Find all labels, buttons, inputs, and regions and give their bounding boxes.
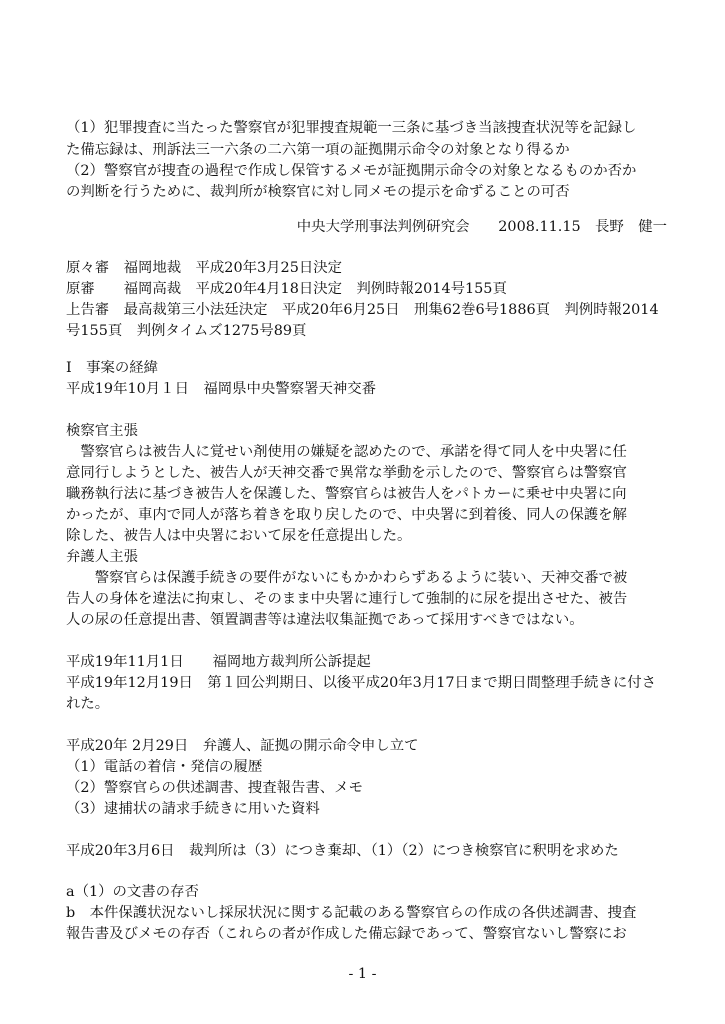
court-second-instance: 原審 福岡高裁 平成20年4月18日決定 判例時報2014号155頁 bbox=[66, 281, 507, 297]
question-1-line-1: （1）犯罪捜査に当たった警察官が犯罪捜査規範一三条に基づき当該捜査状況等を記録し bbox=[66, 120, 637, 136]
question-1-line-2: た備忘録は、刑訴法三一六条の二六第一項の証拠開示命令の対象となり得るか bbox=[66, 142, 570, 158]
motion-item: （2）警察官らの供述調書、捜査報告書、メモ bbox=[66, 780, 363, 796]
ruling-item-a: a（1）の文書の存否 bbox=[66, 884, 199, 900]
trial-line-2: れた。 bbox=[66, 696, 110, 712]
prosecutor-line: 職務執行法に基づき被告人を保護した、警察官らは被告人をパトカーに乗せ中央署に向 bbox=[66, 486, 627, 502]
prosecutor-line: かったが、車内で同人が落ち着きを取り戻したので、中央署に到着後、同人の保護を解 bbox=[66, 507, 627, 523]
court-appeal-line-2: 号155頁 判例タイムズ1275号89頁 bbox=[66, 323, 307, 339]
defense-line: 人の尿の任意提出書、領置調書等は違法収集証拠であって採用すべきではない。 bbox=[66, 612, 584, 628]
motion-item: （1）電話の着信・発信の履歴 bbox=[66, 759, 263, 775]
page-number: - 1 - bbox=[348, 966, 377, 982]
court-appeal-line-1: 上告審 最高裁第三小法廷決定 平成20年6月25日 刑集62巻6号1886頁 判例時報2014 bbox=[66, 302, 659, 318]
author-line: 中央大学刑事法判例研究会 2008.11.15 長野 健一 bbox=[296, 219, 667, 235]
ruling-line: 平成20年3月6日 裁判所は（3）につき棄却、（1）（2）につき検察官に釈明を求めた bbox=[66, 843, 619, 859]
prosecutor-line: 意同行しようとした、被告人が天神交番で異常な挙動を示したので、警察官らは警察官 bbox=[66, 465, 627, 481]
question-2-line-1: （2）警察官が捜査の過程で作成し保管するメモが証拠開示命令の対象となるものか否か bbox=[66, 163, 637, 179]
defense-line: 警察官らは保護手続きの要件がないにもかかわらずあるように装い、天神交番で被 bbox=[66, 570, 628, 586]
trial-line-1: 平成19年12月19日 第１回公判期日、以後平成20年3月17日まで期日間整理手続きに付さ bbox=[66, 675, 656, 691]
motion-heading: 平成20年 2月29日 弁護人、証拠の開示命令申し立て bbox=[66, 738, 419, 754]
ruling-item-b-line-2: 報告書及びメモの存否（これらの者が作成した備忘録であって、警察官ないし警察にお bbox=[66, 926, 627, 942]
section-date-line: 平成19年10月１日 福岡県中央警察署天神交番 bbox=[66, 381, 377, 397]
section-heading: Ⅰ 事案の経緯 bbox=[66, 360, 159, 376]
defense-line: 告人の身体を違法に拘束し、そのまま中央署に連行して強制的に尿を提出させた、被告 bbox=[66, 591, 628, 607]
ruling-item-b-line-1: b 本件保護状況ないし採尿状況に関する記載のある警察官らの作成の各供述調書、捜査 bbox=[66, 905, 637, 921]
prosecutor-line: 除した、被告人は中央署において尿を任意提出した。 bbox=[66, 528, 412, 544]
prosecutor-heading: 検察官主張 bbox=[66, 423, 138, 439]
prosecutor-line: 警察官らは被告人に覚せい剤使用の嫌疑を認めたので、承諾を得て同人を中央署に任 bbox=[66, 444, 627, 460]
court-first-instance: 原々審 福岡地裁 平成20年3月25日決定 bbox=[66, 260, 343, 276]
defense-heading: 弁護人主張 bbox=[66, 549, 138, 565]
indictment-line: 平成19年11月1日 福岡地方裁判所公訴提起 bbox=[66, 654, 371, 670]
motion-item: （3）逮捕状の請求手続きに用いた資料 bbox=[66, 801, 320, 817]
question-2-line-2: の判断を行うために、裁判所が検察官に対し同メモの提示を命ずることの可否 bbox=[66, 184, 570, 200]
